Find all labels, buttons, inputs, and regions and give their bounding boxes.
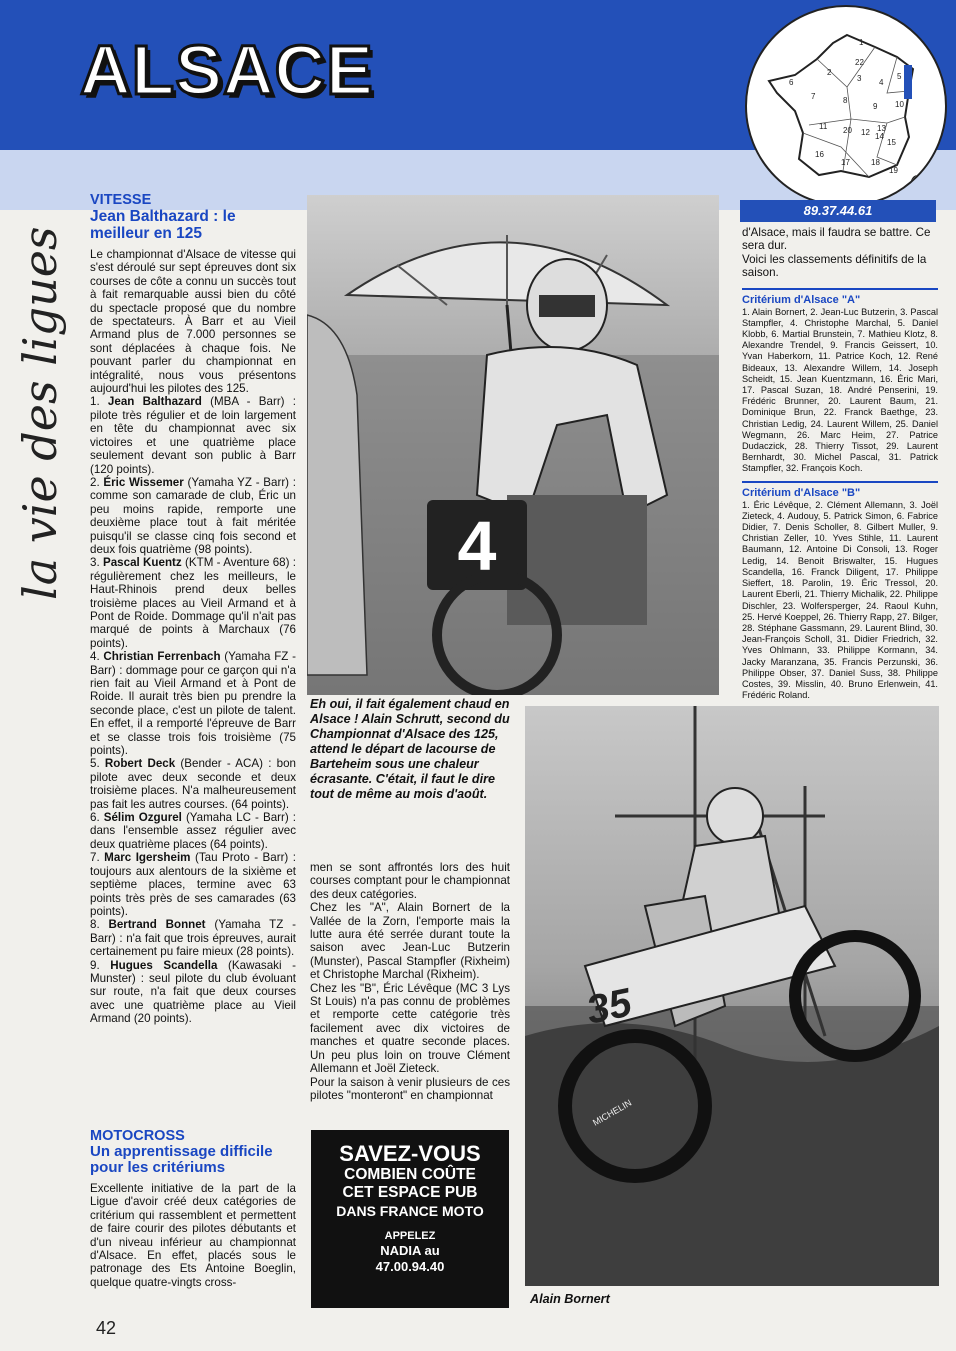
motocross-paragraph: Excellente initiative de la part de la Ligue d'avoir créé deux catégories de critérium qui rassemblent et permettent de faire courir des pilotes débutants et d'un niveau inférieur au championnat d'Alsace. En effet, placés sous le patronage des Ets Antoine Boeglin, quelque quatre-vingts cross- — [90, 1182, 296, 1289]
motocross-article — [90, 1128, 296, 1289]
rider-entry: 9. Hugues Scandella (Kawasaki - Munster) : seul pilote du club évoluant sur route, n'a fait que deux courses avec une quatrième place au Vieil Armand (20 points). — [90, 958, 296, 1026]
map-label: 10 — [895, 100, 904, 109]
advertisement-box — [311, 1130, 509, 1308]
motocross-headline: Un apprentissage difficile pour les critériums — [90, 1143, 273, 1176]
motocross-paragraph: d'Alsace, mais il faudra se battre. Ce sera dur. — [742, 226, 931, 253]
map-label: 7 — [811, 92, 816, 101]
map-label: 11 — [819, 122, 828, 131]
motocross-continued — [310, 861, 510, 1102]
alsace-region — [904, 65, 912, 99]
map-label: 22 — [855, 58, 864, 67]
rider-entry: 3. Pascal Kuentz (KTM - Aventure 68) : régulièrement chez les meilleurs, le Haut-Rhinois prend deux belles troisième places au Vieil Armand et à Pont de Roide. Dommage qu'il n'ait pas marqué de points à Marchaux (76 points). — [90, 556, 296, 650]
photo-rider-jump — [525, 706, 939, 1286]
map-label: 17 — [841, 158, 850, 167]
vitesse-intro: Le championnat d'Alsace de vitesse qui s'est déroulé sur sept épreuves dont six courses de côte a connu un succès tout à fait remarquable aussi bien du côté du spectacle proposé que du nombre de spectateurs. À Barr et au Vieil Armand plus de 7.000 personnes se sont déplacées à chaque fois. Ne pouvant parler du championnat en intégralité, nous vous présentons aujourd'hui les pilotes des 125. — [90, 248, 296, 396]
classements-column — [742, 226, 938, 701]
rider-entry: 5. Robert Deck (Bender - ACA) : bon pilote avec deux seconde et deux troisième places. N'a malheureusement pas fait les autres courses. (64 points). — [90, 757, 296, 811]
rider-entry: 8. Bertrand Bonnet (Yamaha TZ - Barr) : n'a fait que trois épreuves, aurait certainement pu faire mieux (28 points). — [90, 918, 296, 959]
map-label: 14 — [875, 132, 884, 141]
map-label: 19 — [889, 166, 898, 175]
vitesse-kicker: VITESSE — [90, 192, 152, 208]
ad-line: SAVEZ-VOUS — [339, 1141, 481, 1166]
map-label: 1 — [859, 38, 864, 47]
banner-script-text: la vie des ligues — [13, 226, 67, 600]
map-label: 5 — [897, 72, 902, 81]
criterium-b-title: Critérium d'Alsace "B" — [742, 486, 861, 499]
ad-line: DANS FRANCE MOTO — [336, 1203, 484, 1219]
rider-entry: 2. Éric Wissemer (Yamaha YZ - Barr) : comme son camarade de club, Éric un peu moins rapide, remporte une deuxième place tout à fait méritée puisqu'il se classe cinq fois second et deux fois quatrième (98 points). — [90, 475, 296, 556]
map-label: 15 — [887, 138, 896, 147]
motocross-paragraph: Chez les "B", Éric Lévêque (MC 3 Lys St Louis) n'a pas connu de problèmes et remporte cette catégorie très facilement avec dix victoires de manches et quatre seconde places. Un peu plus loin on trouve Clément Allemann et Joël Zieteck. — [310, 981, 510, 1076]
map-label: 16 — [815, 150, 824, 159]
criterium-a-title: Critérium d'Alsace "A" — [742, 293, 861, 306]
vitesse-headline: Jean Balthazard : le meilleur en 125 — [90, 208, 236, 242]
rider-entry: 7. Marc Igersheim (Tau Proto - Barr) : toujours aux alentours de la sixième et septième places, termine avec 63 points très près de ses camarades (63 points). — [90, 851, 296, 918]
league-phone: 89.37.44.61 — [740, 200, 936, 222]
rider-entry: 6. Sélim Ozgurel (Yamaha LC - Barr) : dans l'ensemble assez régulier avec deux quatrième places (64 points). — [90, 811, 296, 851]
map-label: 6 — [789, 78, 794, 87]
motocross-paragraph: men se sont affrontés lors des huit courses comptant pour le championnat des deux catégories. — [310, 861, 510, 901]
ad-line: APPELEZ — [384, 1230, 436, 1242]
vitesse-article — [90, 192, 296, 1026]
rider-entry: 4. Christian Ferrenbach (Yamaha FZ - Barr) : dommage pour ce garçon qui n'a rien fait au Vieil Armand et à Pont de Roide. Il aurait très bien pu prendre la seconde place, c'est un pilote de talent. En effet, il a remporté l'épreuve de Barr et se classe trois fois troisième (75 points). — [90, 650, 296, 758]
photo1-caption: Eh oui, il fait également chaud en Alsace ! Alain Schrutt, second du Championnat d'Alsace des 125, attend le départ de lacourse de Barteheim sous une chaleur écrasante. C'était, il faut le dire tout de même au mois d'août. — [310, 697, 510, 801]
section-banner — [8, 190, 78, 610]
ad-line: CET ESPACE PUB — [342, 1184, 478, 1201]
motocross-paragraph: Chez les "A", Alain Bornert de la Vallée de la Zorn, l'emporte mais la lutte aura été serrée durant toute la saison avec Jean-Luc Butzerin (Munster), Pascal Stampfler (Rixheim) et Christophe Marchal (Rixheim). — [310, 901, 510, 982]
photo-rider-umbrella — [307, 195, 719, 695]
motocross-paragraph: Voici les classements définitifs de la saison. — [742, 252, 927, 280]
map-label: 9 — [873, 102, 878, 111]
plate-number: 35 — [582, 980, 636, 1033]
criterium-b-results: 1. Éric Lévêque, 2. Clément Allemann, 3. Joël Zieteck, 4. Audouy, 5. Patrick Simon, 6. Fabrice Didier, 7. Denis Scholler, 8. Gilbert Muller, 9. Christian Zeller, 10. Yves Stihle, 11. Laurent Baumann, 12. Antoine Di Consoli, 13. Roger Ledig, 14. Benoit Briswalter, 15. Hugues Scandella, 16. Franck Diligent, 17. Philippe Sieffert, 18. Parolin, 19. Éric Tressol, 20. Laurent Eberli, 21. Thierry Michalik, 22. Philippe Dischler, 23. Wolfersperger, 24. Raoul Kuhn, 25. Hervé Koeppel, 26. Thierry Rapp, 27. Bilger, 28. Stéphane Gassmann, 29. Laurent Blind, 30. Jean-François Scholl, 31. Didier Friedrich, 32. Yves Ohlmann, 33. Philippe Kormann, 34. Jacky Maranzana, 35. Francis Perzunski, 36. Philippe Obser, 37. Daniel Suss, 38. Philippe Costes, 39. Misslin, 40. Bruno Erlenwein, 41. Frédéric Roland. — [742, 499, 938, 701]
map-label: 4 — [879, 78, 884, 87]
motocross-kicker: MOTOCROSS — [90, 1128, 185, 1144]
ad-line: COMBIEN COÛTE — [344, 1166, 476, 1183]
map-label: 18 — [871, 158, 880, 167]
rider-entry: 1. Jean Balthazard (MBA - Barr) : pilote très régulier et de loin largement en tête du championnat avec six victoires et une quatrième place seulement devant son public à Barr (120 points). — [90, 395, 296, 476]
page-number: 42 — [96, 1318, 117, 1338]
france-leagues-map — [745, 5, 947, 207]
map-label: 2 — [827, 68, 832, 77]
motocross-paragraph: Pour la saison à venir plusieurs de ces pilotes "monteront" en championnat — [310, 1075, 510, 1102]
map-label: 8 — [843, 96, 848, 105]
tire-brand: MICHELIN — [591, 1097, 634, 1128]
ad-line: NADIA au — [380, 1243, 440, 1258]
map-label: 12 — [861, 128, 870, 137]
ad-phone: 47.00.94.40 — [375, 1259, 445, 1274]
criterium-a-results: 1. Alain Bornert, 2. Jean-Luc Butzerin, 3. Pascal Stampfler, 4. Christophe Marchal, 5. Daniel Klobb, 6. Martial Brunstein, 7. Mathieu Klotz, 8. Alexandre Trendel, 9. Francis Geissert, 10. Yvan Haberkorn, 11. Patrice Koch, 12. René Bideaux, 13. Alexandre Willem, 14. Joseph Scheidt, 15. Jean Kuentzmann, 16. Éric Mari, 17. Pascal Suzan, 18. André Penserini, 19. Frédéric Brunner, 20. Laurent Baum, 21. Dominique Brun, 22. Franck Baethge, 23. Christian Ledig, 24. Laurent Willem, 25. Daniel Wegmann, 26. Marc Heim, 27. Patrice Dudaczick, 28. Thierry Tissot, 29. Laurent Bernhardt, 30. Michel Pascal, 31. Patrick Stampfler, 32. François Koch. — [742, 306, 938, 474]
page-title: ALSACE — [80, 31, 374, 109]
france-outline — [769, 35, 913, 177]
map-label: 20 — [843, 126, 852, 135]
photo2-caption: Alain Bornert — [530, 1292, 610, 1306]
plate-number: 4 — [457, 507, 497, 585]
map-label: 13 — [877, 124, 886, 133]
map-label: 3 — [857, 74, 862, 83]
